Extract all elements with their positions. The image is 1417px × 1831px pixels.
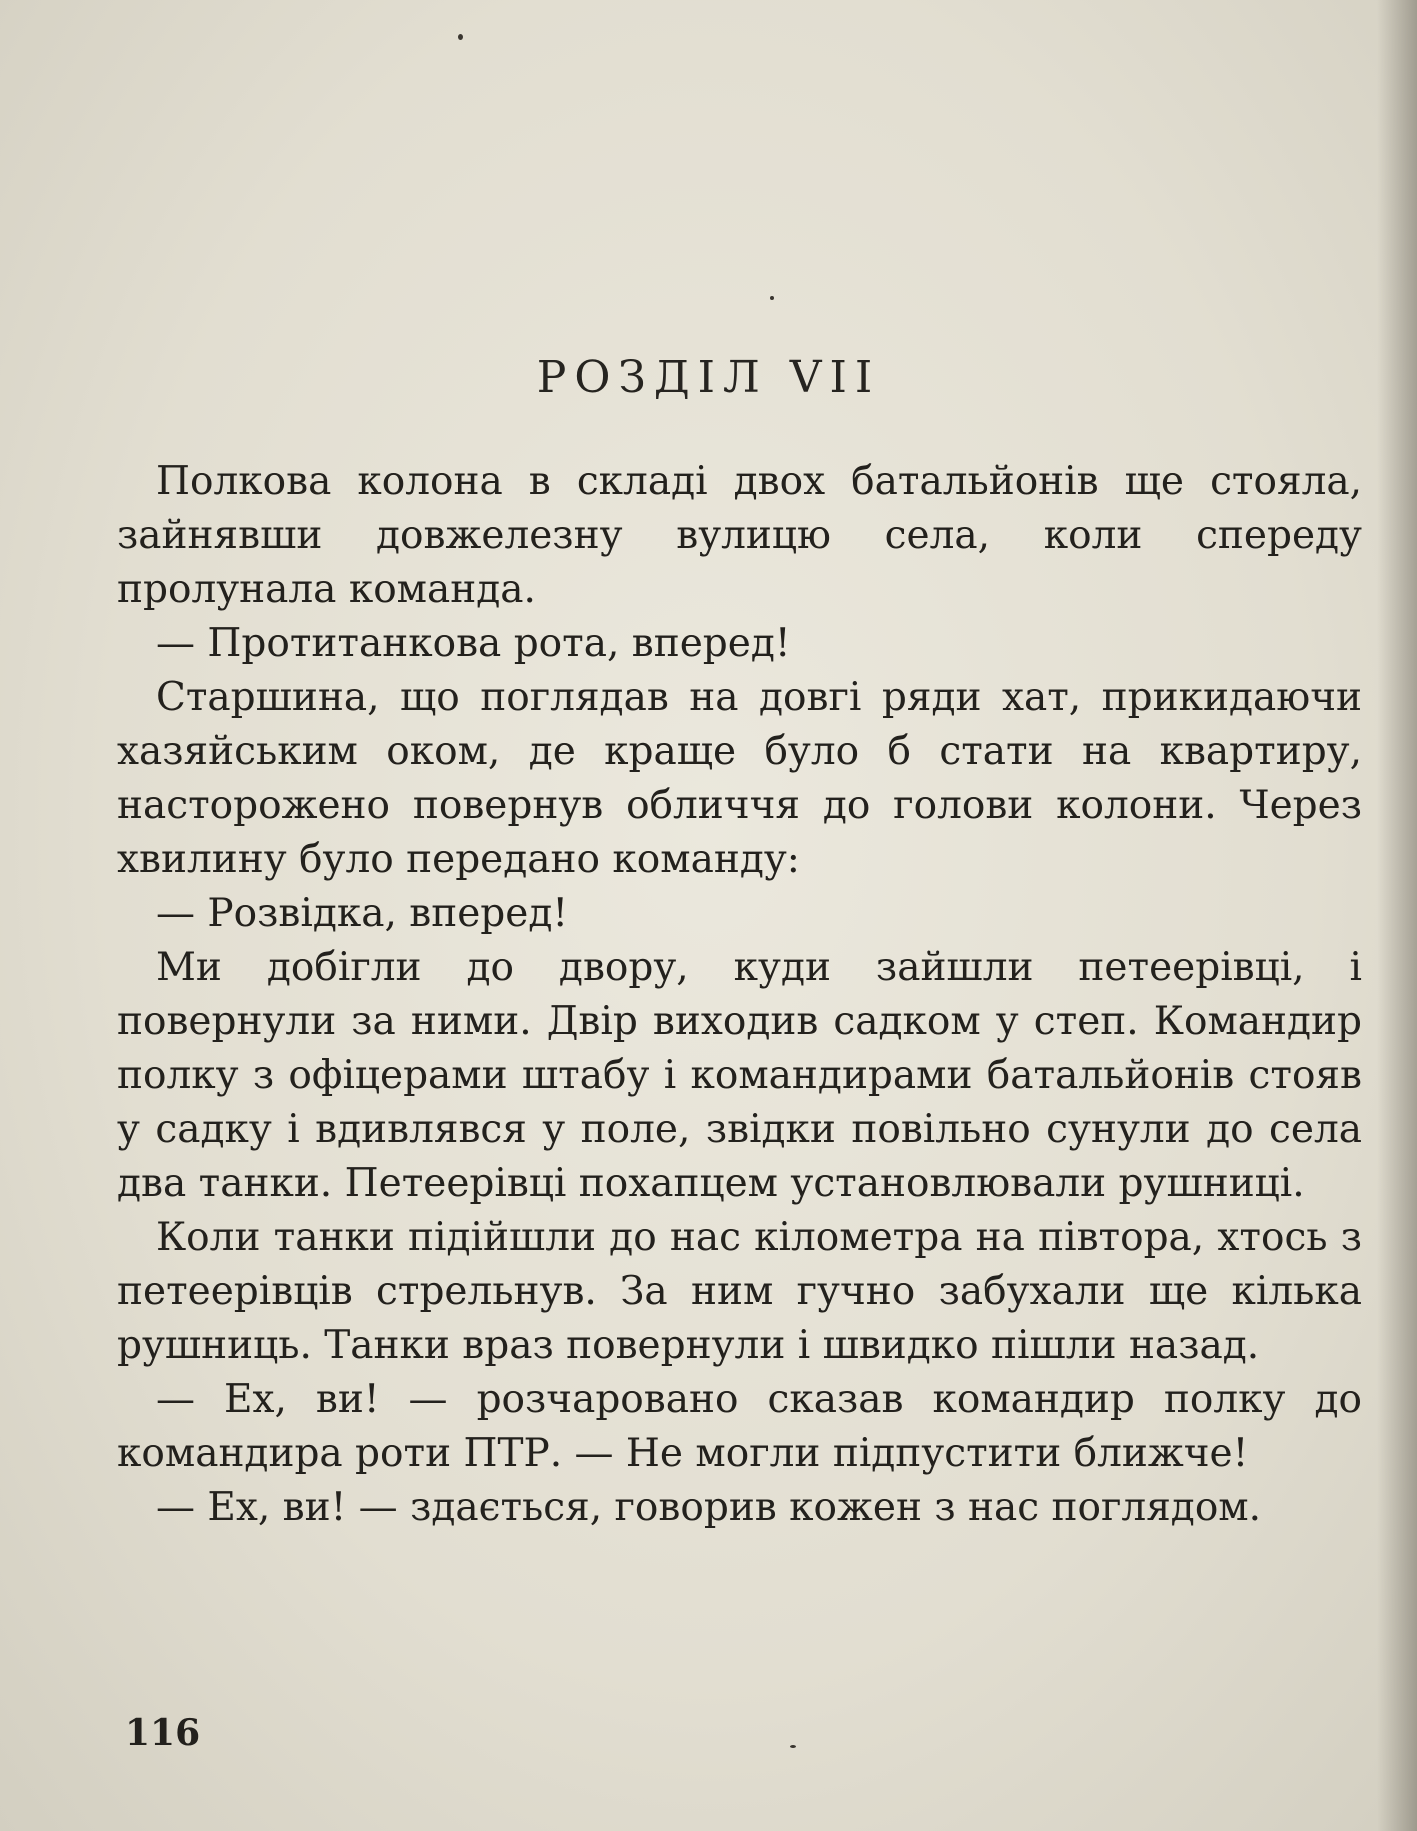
paragraph: Ми добігли до двору, куди зайшли петеерівці, і повернули за ними. Двір виходив садком у степ. Командир полку з офіцерами штабу і командирами батальйонів стояв у садку і вдивлявся у поле, звідки повільно сунули до села два танки. Петеерівці похапцем установлювали рушниці.	[117, 945, 1362, 1206]
paragraph: — Протитанкова рота, вперед!	[117, 621, 791, 666]
chapter-title: РОЗДІЛ VII	[536, 352, 881, 403]
ink-speck	[770, 296, 774, 300]
paragraph: — Ех, ви! — здається, говорив кожен з нас поглядом.	[117, 1485, 1262, 1530]
ink-speck	[458, 34, 463, 40]
page-number: 116	[125, 1712, 201, 1754]
paragraph: — Розвідка, вперед!	[117, 891, 569, 936]
ink-speck	[790, 1745, 796, 1748]
body-text	[117, 455, 1362, 1535]
paragraph: Коли танки підійшли до нас кілометра на півтора, хтось з петеерівців стрельнув. За ним гучно забухали ще кілька рушниць. Танки враз повернули і швидко пішли назад.	[117, 1215, 1362, 1368]
paragraph: — Ех, ви! — розчаровано сказав командир полку до командира роти ПТР. — Не могли підпустити ближче!	[117, 1377, 1362, 1476]
paragraph: Старшина, що поглядав на довгі ряди хат, прикидаючи хазяйським оком, де краще було б стати на квартиру, насторожено повернув обличчя до голови колони. Через хвилину було передано команду:	[117, 675, 1362, 882]
paragraph: Полкова колона в складі двох батальйонів ще стояла, зайнявши довжелезну вулицю села, коли спереду пролунала команда.	[117, 459, 1362, 612]
